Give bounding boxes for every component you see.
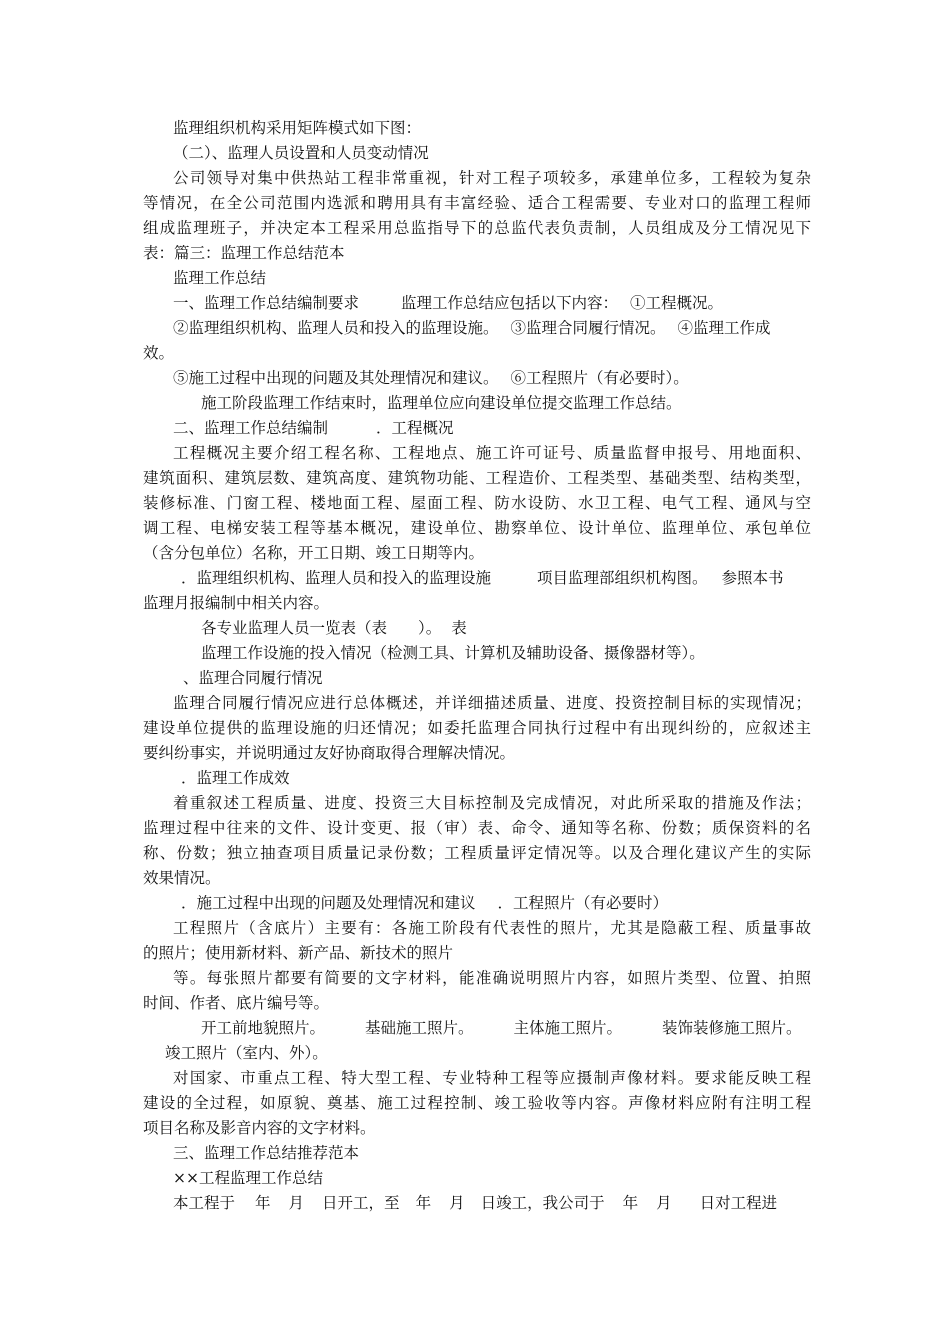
paragraph-line: [143, 1092, 811, 1114]
paragraph-line: [143, 1042, 811, 1064]
paragraph-line: [143, 317, 811, 339]
text-segment: 基础施工照片。: [365, 1019, 474, 1037]
paragraph-line: [143, 867, 811, 889]
text-segment: ．工程概况: [376, 419, 454, 437]
text-segment: 开工前地貌照片。: [201, 1019, 326, 1037]
text-line: 监理工作总结: [173, 269, 267, 287]
text-line: 监理组织机构采用矩阵模式如下图：: [173, 119, 422, 137]
text-line: 效。: [143, 344, 175, 362]
paragraph-line: [143, 717, 811, 739]
text-segment: 月: [288, 1194, 305, 1212]
text-segment: 监理工作总结应包括以下内容：: [401, 294, 619, 312]
text-segment: 参照本书: [721, 569, 784, 587]
paragraph-line: [143, 392, 811, 414]
paragraph-line: [143, 1192, 811, 1214]
paragraph-line: [143, 592, 811, 614]
text-line: 建筑面积、建筑层数、建筑高度、建筑物功能、工程造价、工程类型、基础类型、结构类型，: [143, 469, 811, 487]
text-segment: ．监理组织机构、监理人员和投入的监理设施: [181, 569, 492, 587]
text-line: 工程概况主要介绍工程名称、工程地点、施工许可证号、质量监督申报号、用地面积、: [173, 444, 811, 462]
text-line: 工程照片（含底片）主要有：各施工阶段有代表性的照片，尤其是隐蔽工程、质量事故: [173, 919, 811, 937]
text-line: 称、份数；独立抽查项目质量记录份数；工程质量评定情况等。以及合理化建议产生的实际: [143, 844, 811, 862]
text-segment: 日竣工，我公司于: [480, 1194, 605, 1212]
section-heading: [143, 142, 811, 164]
text-line: （二）、监理人员设置和人员变动情况: [173, 144, 429, 162]
paragraph-line: [143, 692, 811, 714]
paragraph-line: [143, 217, 811, 239]
paragraph-line: [143, 942, 811, 964]
text-segment: ④监理工作成: [677, 319, 771, 337]
text-segment: ⑤施工过程中出现的问题及其处理情况和建议。: [173, 369, 499, 387]
text-line: 建设的全过程，如原貌、奠基、施工过程控制、竣工验收等内容。声像材料应附有注明工程: [143, 1094, 811, 1112]
paragraph-line: [143, 617, 811, 639]
paragraph-line: [143, 517, 811, 539]
paragraph-line: [143, 492, 811, 514]
text-segment: 一、监理工作总结编制要求: [173, 294, 360, 312]
text-line: 表：篇三：监理工作总结范本: [143, 244, 345, 262]
text-segment: 本工程于: [173, 1194, 236, 1212]
text-line: 监理工作设施的投入情况（检测工具、计算机及辅助设备、摄像器材等）。: [201, 644, 705, 662]
paragraph-line: [143, 817, 811, 839]
section-heading: [143, 1167, 811, 1189]
section-heading: [143, 767, 811, 789]
paragraph-line: [143, 542, 811, 564]
text-line: 建设单位提供的监理设施的归还情况；如委托监理合同执行过程中有出现纠纷的，应叙述主: [143, 719, 811, 737]
text-line: 项目名称及影音内容的文字材料。: [143, 1119, 376, 1137]
paragraph-line: [143, 742, 811, 764]
text-line: 效果情况。: [143, 869, 221, 887]
text-segment: 年: [255, 1194, 271, 1212]
text-segment: 月: [656, 1194, 672, 1212]
text-segment: 主体施工照片。: [513, 1019, 623, 1037]
text-segment: 月: [449, 1194, 465, 1212]
section-heading: [143, 267, 811, 289]
text-line: 的照片；使用新材料、新产品、新技术的照片: [143, 944, 454, 962]
text-line: 着重叙述工程质量、进度、投资三大目标控制及完成情况，对此所采取的措施及作法；: [173, 794, 811, 812]
text-line: 要纠纷事实，并说明通过友好协商取得合理解决情况。: [143, 744, 516, 762]
paragraph-line: [143, 442, 811, 464]
text-segment: 装饰装修施工照片。: [662, 1019, 802, 1037]
text-line: 三、监理工作总结推荐范本: [173, 1144, 360, 1162]
text-line: 监理合同履行情况应进行总体概述，并详细描述质量、进度、投资控制目标的实现情况；: [173, 694, 811, 712]
text-segment: 二、监理工作总结编制: [173, 419, 329, 437]
paragraph-line: [143, 992, 811, 1014]
text-segment: 项目监理部组织机构图。: [537, 569, 708, 587]
text-line: 公司领导对集中供热站工程非常重视，针对工程子项较多，承建单位多，工程较为复杂: [173, 169, 811, 187]
text-line: 监理过程中往来的文件、设计变更、报（审）表、命令、通知等名称、份数；质保资料的名: [143, 819, 811, 837]
text-segment: ．施工过程中出现的问题及处理情况和建议: [181, 894, 476, 912]
text-line: 装修标准、门窗工程、楼地面工程、屋面工程、防水设防、水卫工程、电气工程、通风与空: [143, 494, 811, 512]
text-line: 时间、作者、底片编号等。: [143, 994, 330, 1012]
text-segment: ③监理合同履行情况。: [510, 319, 666, 337]
text-line: 竣工照片（室内、外）。: [165, 1044, 328, 1062]
text-segment: ⑥工程照片（有必要时）。: [510, 369, 689, 387]
text-line: 、监理合同履行情况: [183, 669, 323, 687]
paragraph-line: [143, 1117, 811, 1139]
text-segment: 年: [622, 1194, 639, 1212]
text-segment: 日对工程进: [699, 1194, 778, 1212]
paragraph-line: [143, 917, 811, 939]
section-heading: [143, 1142, 811, 1164]
paragraph-line: [143, 192, 811, 214]
section-heading: [143, 417, 811, 439]
text-line: 等。每张照片都要有简要的文字材料，能准确说明照片内容，如照片类型、位置、拍照: [173, 969, 811, 987]
paragraph-line: [143, 1067, 811, 1089]
paragraph-line: [143, 467, 811, 489]
paragraph-line: [143, 567, 811, 589]
text-segment: ②监理组织机构、监理人员和投入的监理设施。: [173, 319, 499, 337]
text-line: 调工程、电梯安装工程等基本概况，建设单位、勘察单位、设计单位、监理单位、承包单位: [143, 519, 811, 537]
paragraph-line: [143, 342, 811, 364]
paragraph-line: [143, 367, 811, 389]
text-line: ．监理工作成效: [181, 769, 290, 787]
text-line: 施工阶段监理工作结束时，监理单位应向建设单位提交监理工作总结。: [201, 394, 682, 412]
text-segment: ①工程概况。: [630, 294, 724, 312]
paragraph-line: [143, 117, 811, 139]
text-line: 对国家、市重点工程、特大型工程、专业特种工程等应摄制声像材料。要求能反映工程: [173, 1069, 811, 1087]
text-segment: 年: [415, 1194, 432, 1212]
text-line: （含分包单位）名称，开工日期、竣工日期等内。: [143, 544, 485, 562]
text-segment: 表: [451, 619, 467, 637]
paragraph-line: [143, 792, 811, 814]
paragraph-line: [143, 842, 811, 864]
section-heading: [143, 892, 811, 914]
paragraph-line: [143, 967, 811, 989]
paragraph-line: [143, 292, 811, 314]
section-heading: [143, 667, 811, 689]
paragraph-line: [143, 167, 811, 189]
text-segment: ．工程照片（有必要时）: [497, 894, 669, 912]
paragraph-line: [143, 1017, 811, 1039]
paragraph-line: [143, 242, 811, 264]
text-line: ××工程监理工作总结: [173, 1169, 323, 1187]
text-segment: 各专业监理人员一览表（表 ）。: [201, 619, 442, 637]
text-line: 组成监理班子，并决定本工程采用总监指导下的总监代表负责制，人员组成及分工情况见下: [143, 219, 811, 237]
text-line: 等情况，在全公司范围内选派和聘用具有丰富经验、适合工程需要、专业对口的监理工程师: [143, 194, 811, 212]
paragraph-line: [143, 642, 811, 664]
text-segment: 日开工，至: [322, 1194, 400, 1212]
text-line: 监理月报编制中相关内容。: [143, 594, 330, 612]
